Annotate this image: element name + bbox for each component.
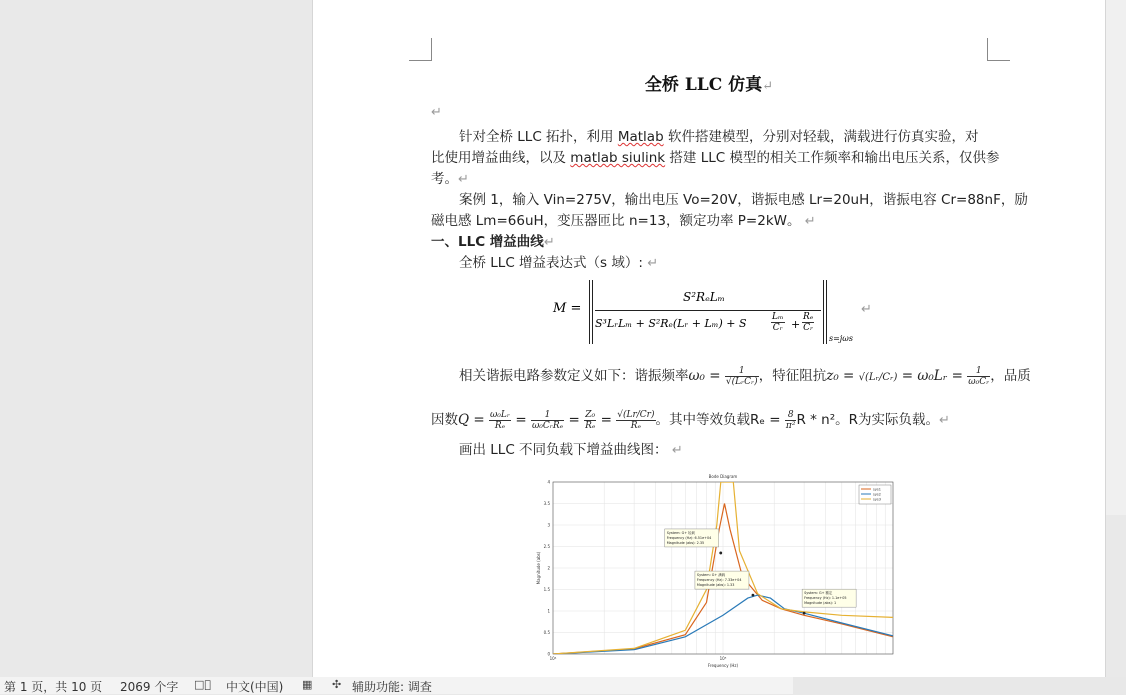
x-tick-label: 10⁵ [719, 656, 727, 661]
q-frac1: $\frac{\text{ω₀Lᵣ}}{\text{Rₑ}}$ [489, 409, 511, 431]
bode-figure[interactable] [534, 470, 894, 668]
word-count[interactable]: 2069 个字 [120, 680, 179, 694]
paragraph-mark: ↵ [762, 79, 774, 94]
para1-text: 搭建 LLC 模型的相关工作频率和输出电压关系，仅供参 [665, 150, 1000, 166]
datatip-text: System: G+ 满载 [696, 573, 726, 578]
q-lhs: Q = [458, 412, 485, 428]
x-axis-label: Frequency (Hz) [707, 663, 739, 668]
q-frac2: $\frac{1}{\text{ω₀CᵣRₑ}}$ [531, 409, 564, 431]
params-text: ，品质 [990, 368, 1031, 384]
margin-corner-top-left [409, 38, 432, 61]
q-frac3: $\frac{\text{Z₀}}{\text{Rₑ}}$ [585, 409, 596, 431]
paragraph-mark: ↵ [671, 443, 683, 458]
datatip-marker [719, 552, 722, 555]
omega0-lhs: ω₀ = [688, 368, 721, 384]
z0-sqrt: √(Lᵣ/Cᵣ) [858, 372, 898, 383]
language-indicator[interactable]: 中文(中国) [226, 680, 284, 694]
gain-formula[interactable] [553, 280, 883, 346]
z0-frac: $\frac{1}{\text{ω₀Cᵣ}}$ [968, 365, 990, 387]
para1-text: 针对全桥 LLC 拓扑，利用 [459, 129, 618, 145]
datatip-text: Magnitude (abs): 2.35 [666, 540, 705, 545]
figure-intro [431, 438, 683, 458]
norm-bar-left [589, 280, 593, 344]
norm-bar-right [823, 280, 827, 344]
y-tick-label: 3 [547, 522, 550, 528]
params-text: 。其中等效负载Rₑ = [655, 412, 781, 428]
legend-label: sys3 [873, 497, 881, 502]
formula-lhs: M = [553, 301, 582, 316]
spelling-flag: matlab siulink [570, 150, 666, 166]
gain-intro-text: 全桥 LLC 增益表达式（s 域）: [459, 255, 643, 271]
empty-paragraph [431, 104, 442, 120]
params-line1 [431, 364, 1031, 387]
para1-text: 比使用增益曲线，以及 [431, 150, 571, 166]
paragraph-mark: ↵ [647, 256, 659, 271]
fraction-bar [595, 310, 821, 311]
para2-line2 [431, 209, 816, 229]
datatip-text: System: G+ 额定 [804, 591, 833, 596]
omega0-frac: $\frac{1}{\text{√(LᵣCᵣ)}}$ [725, 365, 758, 387]
chart-title: Bode Diagram [708, 474, 738, 479]
y-axis-label: Magnitude (abs) [536, 551, 541, 585]
para1-line1 [431, 125, 978, 145]
legend-label: sys2 [873, 492, 881, 497]
spelling-flag: Matlab [617, 129, 664, 145]
formula-numerator: S²RₑLₘ [683, 290, 726, 304]
para2-text: 磁电感 Lm=66uH，变压器匝比 n=13，额定功率 P=2kW。 [431, 213, 801, 229]
x-tick-label: 10⁴ [549, 656, 557, 661]
paragraph-mark: ↵ [458, 172, 469, 187]
z0-mid: = ω₀Lᵣ = [901, 368, 963, 384]
y-tick-label: 0.5 [543, 630, 550, 635]
params-text: R * n²。R为实际负载。 [796, 412, 940, 428]
y-tick-label: 4 [547, 479, 550, 485]
document-page[interactable] [312, 0, 1106, 677]
frac-re-cr: $\frac{\text{Rₑ}}{\text{Cᵣ}}$ [803, 312, 814, 333]
proofing-icon[interactable]: □⃝ [194, 678, 211, 691]
bode-chart [534, 470, 894, 668]
para1-text: 考。 [431, 171, 458, 187]
formula-subscript: s=jωs [829, 334, 853, 343]
datatip-text: Magnitude (abs): 1 [804, 601, 837, 606]
y-tick-label: 3.5 [543, 501, 550, 506]
re-frac: $\frac{8}{\text{π²}}$ [785, 409, 796, 431]
y-tick-label: 0 [547, 651, 550, 657]
heading-text: 一、LLC 增益曲线 [431, 234, 544, 250]
y-tick-label: 1 [547, 608, 550, 614]
params-text: ，特征阻抗 [758, 368, 827, 384]
heading-1 [431, 230, 555, 250]
paragraph-mark: ↵ [543, 235, 555, 250]
q-frac4: $\frac{√(Lr/Cr)}{\text{Rₑ}}$ [617, 409, 655, 431]
accessibility-status[interactable]: 辅助功能: 调查 [352, 680, 432, 694]
datatip-marker [752, 594, 755, 597]
document-title [313, 70, 1105, 95]
y-tick-label: 1.5 [543, 587, 550, 592]
paragraph-mark: ↵ [861, 302, 872, 317]
para2-line1 [431, 188, 1028, 208]
title-text: 全桥 LLC 仿真 [644, 75, 763, 95]
accessibility-icon[interactable]: ✣ [332, 678, 342, 691]
para1-line2 [431, 146, 999, 166]
page-count[interactable]: 第 1 页，共 10 页 [4, 680, 103, 694]
datatip-text: System: G+ 轻载 [666, 530, 695, 535]
para1-text: 软件搭建模型，分别对轻载，满载进行仿真实验，对 [663, 129, 979, 145]
status-bar [0, 677, 793, 694]
chart-background [534, 470, 894, 660]
datatip-text: Magnitude (abs): 1.33 [696, 583, 735, 588]
figure-intro-text: 画出 LLC 不同负载下增益曲线图： [459, 442, 668, 458]
para1-line3 [431, 167, 469, 187]
margin-corner-top-right [987, 38, 1010, 61]
macro-icon[interactable]: ▦ [302, 678, 313, 691]
datatip-text: Frequency (Hz): 6.51e+04 [666, 535, 712, 540]
gain-intro [431, 251, 658, 271]
paragraph-mark: ↵ [431, 105, 442, 120]
para2-text: 案例 1，输入 Vin=275V，输出电压 Vo=20V，谐振电感 Lr=20uH，谐振电容 Cr=88nF，励 [459, 192, 1028, 208]
y-tick-label: 2.5 [543, 544, 550, 549]
datatip-marker [803, 612, 806, 615]
paragraph-mark: ↵ [939, 413, 950, 428]
paragraph-mark: ↵ [804, 214, 816, 229]
frac-lm-cr: $\frac{\text{Lₘ}}{\text{Cᵣ}}$ [772, 312, 784, 333]
vertical-scrollbar[interactable] [1104, 0, 1126, 515]
plus-sign: + [791, 318, 801, 331]
datatip-text: Frequency (Hz): 1.1e+05 [804, 596, 847, 601]
params-line2: 因数Q = $\frac{\text{ω₀Lᵣ}}{\text{Rₑ}}$ = $\frac{1}{\text{ω₀CᵣRₑ}}$ = $\frac{\text{Z₀}}{\text{Rₑ}}$ = $\frac{√(Lr/Cr)}{\text{Rₑ}}$ 。其中等效负载Rₑ = $\frac{8}{\text{π²}}$ R * n²。R为实际负载。↵ [431, 409, 950, 431]
y-tick-label: 2 [547, 565, 550, 571]
legend-label: sys1 [873, 487, 881, 492]
datatip-text: Frequency (Hz): 7.33e+04 [696, 578, 742, 583]
z0-lhs: z₀ = [826, 368, 855, 384]
params-text: 因数 [431, 412, 458, 428]
params-text: 相关谐振电路参数定义如下：谐振频率 [459, 368, 689, 384]
formula-denominator: S³LᵣLₘ + S²Rₑ(Lᵣ + Lₘ) + S [595, 317, 747, 330]
